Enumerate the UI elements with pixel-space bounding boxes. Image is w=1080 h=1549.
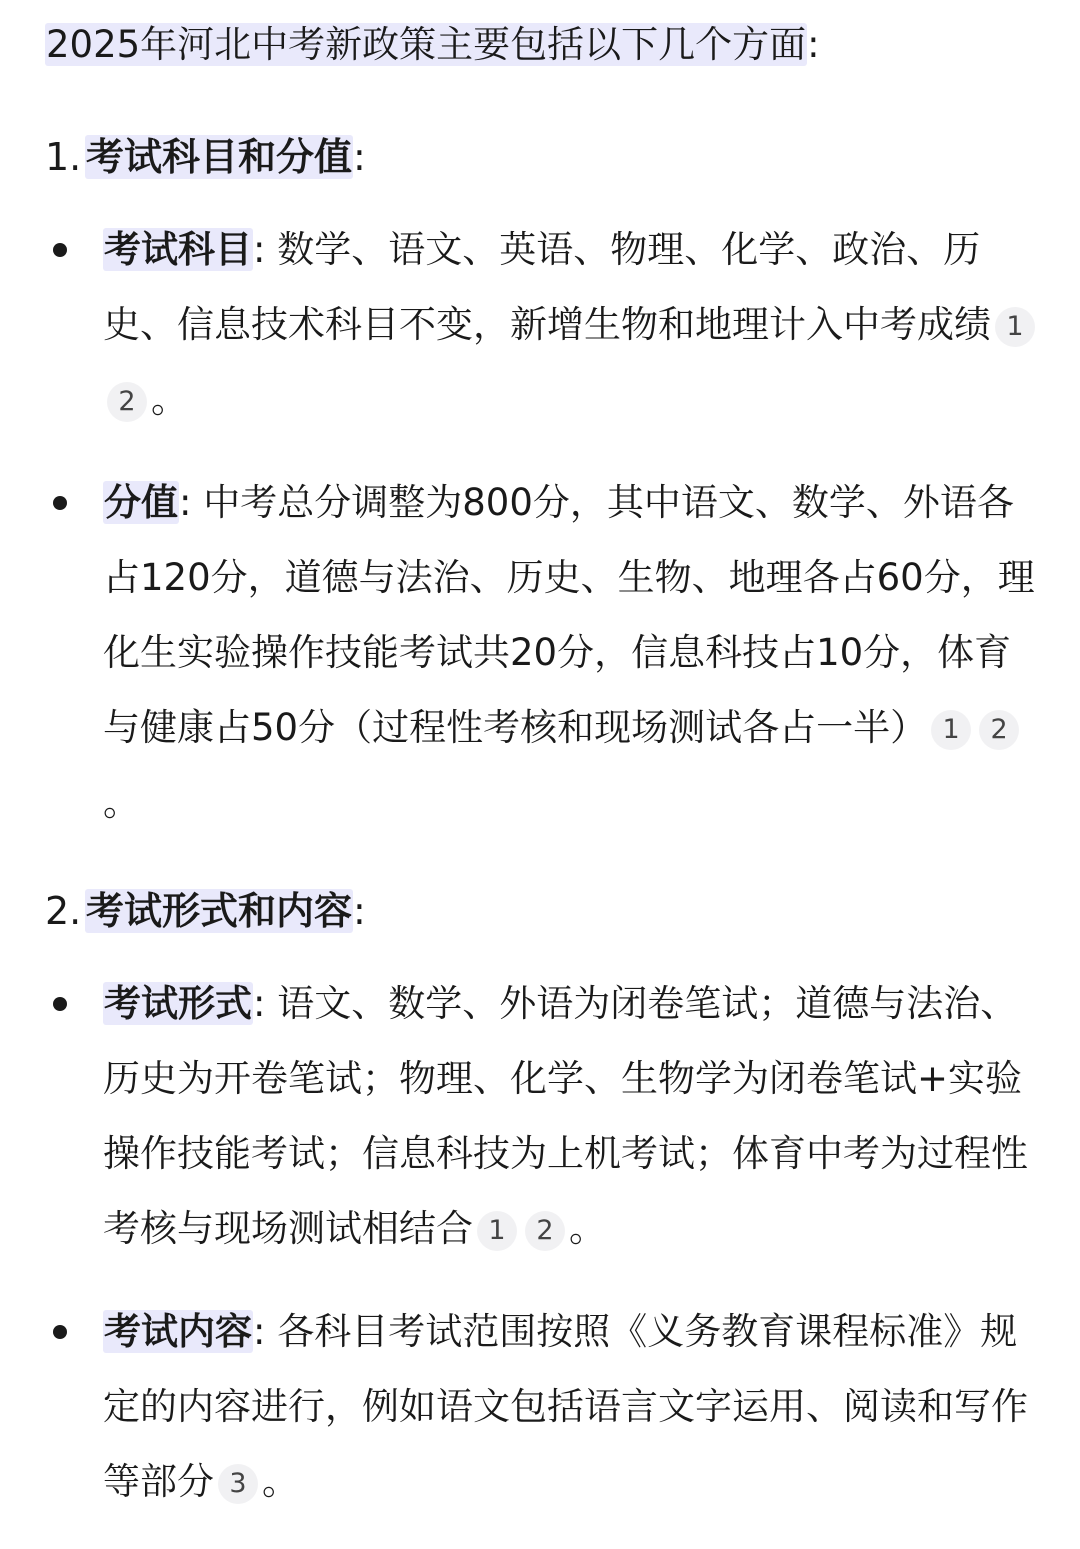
item-end: 。 bbox=[262, 1460, 299, 1503]
citation-badge[interactable]: 3 bbox=[218, 1464, 258, 1504]
intro-title: 2025年河北中考新政策主要包括以下几个方面 bbox=[46, 23, 807, 66]
section-number: 1. bbox=[45, 135, 82, 179]
item-separator: : bbox=[179, 481, 204, 524]
section-title bbox=[45, 880, 1040, 942]
item-text: 中考总分调整为800分，其中语文、数学、外语各占120分，道德与法治、历史、生物、地理各占60分，理化生实验操作技能考试共20分，信息科技占10分，体育与健康占50分（过程性考核和现场测试各占一半） bbox=[103, 481, 1035, 749]
citation-badge[interactable]: 2 bbox=[979, 710, 1019, 750]
item-end: 。 bbox=[569, 1207, 606, 1250]
citation-badge[interactable]: 2 bbox=[107, 382, 147, 422]
item-label: 考试内容 bbox=[104, 1310, 252, 1353]
section-name: 考试科目和分值 bbox=[86, 135, 353, 179]
section-colon: : bbox=[353, 889, 366, 933]
section-title bbox=[45, 126, 1040, 188]
section-name: 考试形式和内容 bbox=[86, 889, 353, 933]
citation-badge[interactable]: 1 bbox=[477, 1211, 517, 1251]
section-1 bbox=[45, 126, 1040, 840]
item-label: 分值 bbox=[104, 481, 178, 524]
list-item bbox=[103, 1294, 1040, 1519]
item-separator: : bbox=[253, 982, 278, 1025]
list-item bbox=[103, 966, 1040, 1266]
list-item bbox=[103, 465, 1040, 840]
section-2 bbox=[45, 880, 1040, 1519]
item-separator: : bbox=[253, 1310, 278, 1353]
item-text: 各科目考试范围按照《义务教育课程标准》规定的内容进行，例如语文包括语言文字运用、阅读和写作等部分 bbox=[103, 1310, 1028, 1503]
citation-badge[interactable]: 1 bbox=[995, 307, 1035, 347]
section-colon: : bbox=[353, 135, 366, 179]
intro-heading bbox=[45, 14, 1040, 76]
item-separator: : bbox=[253, 228, 278, 271]
citation-badge[interactable]: 1 bbox=[931, 710, 971, 750]
item-text: 数学、语文、英语、物理、化学、政治、历史、信息技术科目不变，新增生物和地理计入中考成绩 bbox=[103, 228, 991, 346]
item-end: 。 bbox=[103, 781, 140, 824]
citation-badge[interactable]: 2 bbox=[525, 1211, 565, 1251]
item-label: 考试形式 bbox=[104, 982, 252, 1025]
list-item bbox=[103, 212, 1040, 437]
section-number: 2. bbox=[45, 889, 82, 933]
item-label: 考试科目 bbox=[104, 228, 252, 271]
item-text: 语文、数学、外语为闭卷笔试；道德与法治、历史为开卷笔试；物理、化学、生物学为闭卷笔试+实验操作技能考试；信息科技为上机考试；体育中考为过程性考核与现场测试相结合 bbox=[103, 982, 1028, 1250]
intro-colon: : bbox=[807, 23, 820, 66]
item-end: 。 bbox=[151, 378, 188, 421]
